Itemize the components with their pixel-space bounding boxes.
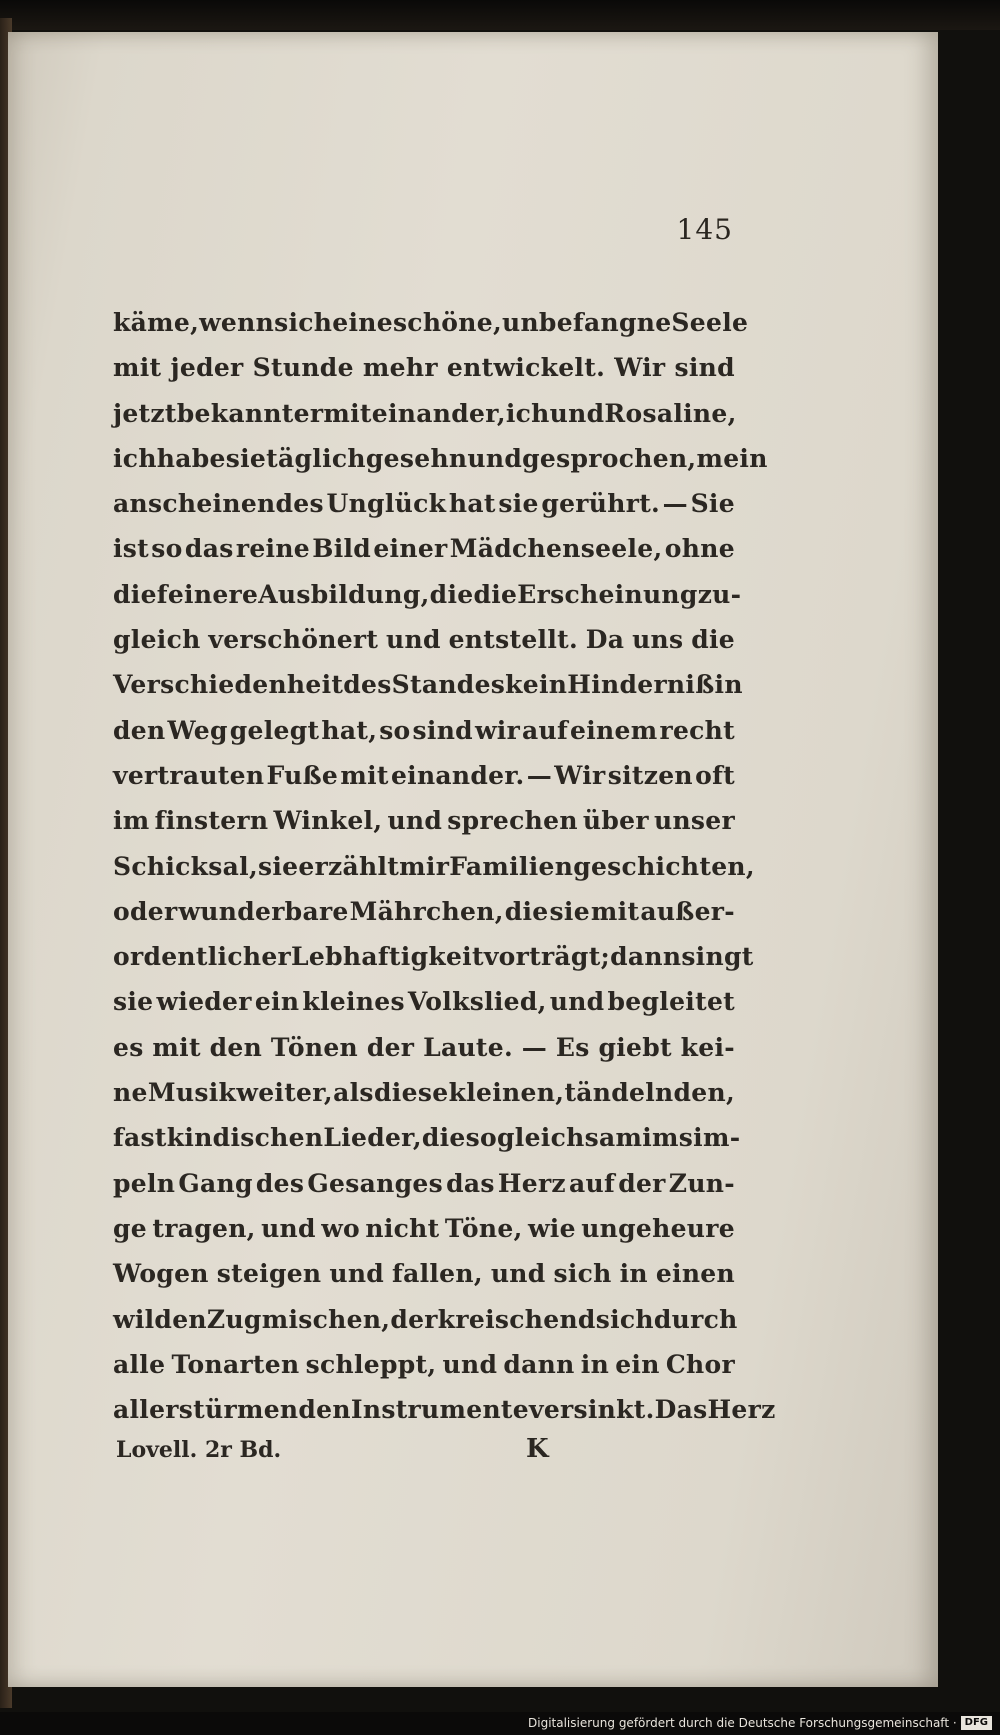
word: Wir <box>554 760 606 790</box>
word: recht <box>659 715 735 745</box>
word: Hinderniß <box>567 670 715 700</box>
word: fallen, <box>392 1259 483 1289</box>
word: Wir <box>614 353 666 383</box>
word: der <box>618 1168 666 1198</box>
word: sie <box>113 987 154 1017</box>
word: jetzt <box>113 398 177 428</box>
word: Laute. <box>423 1032 513 1062</box>
word: Mädchenseele, <box>449 534 663 564</box>
word: vertrauten <box>113 760 265 790</box>
word: Herz <box>497 1168 566 1198</box>
word: ne <box>113 1078 148 1108</box>
word: ungeheure <box>581 1213 735 1243</box>
word: es <box>113 1032 144 1062</box>
word: dann <box>503 1349 575 1379</box>
word: diese <box>374 1078 449 1108</box>
word: Erscheinung <box>517 579 698 609</box>
word: über <box>582 806 649 836</box>
text-line <box>113 798 735 843</box>
text-line <box>113 708 735 753</box>
word: ein <box>615 1349 660 1379</box>
text-line <box>113 934 754 979</box>
dfg-logo: DFG <box>961 1716 992 1730</box>
word: den <box>113 715 166 745</box>
word: einen <box>655 1259 735 1289</box>
word: kindischen <box>166 1123 324 1153</box>
word: zu- <box>697 579 742 609</box>
word: erzählt <box>298 851 400 881</box>
word: gelegt <box>229 715 320 745</box>
word: sim- <box>678 1123 741 1153</box>
word: Mährchen, <box>349 896 504 926</box>
text-line <box>113 1070 735 1115</box>
word: wenn <box>199 308 275 337</box>
word: des <box>343 670 392 700</box>
word: gesprochen, <box>522 443 697 473</box>
word: täglich <box>266 443 366 473</box>
word: kei- <box>680 1032 735 1062</box>
word: Rosaline, <box>604 398 737 428</box>
word: alle <box>113 1349 166 1379</box>
word: Schicksal, <box>113 851 258 881</box>
scan-top-border <box>0 0 1000 30</box>
word: gesehn <box>365 443 468 473</box>
word: giebt <box>598 1032 672 1062</box>
word: und <box>386 625 441 655</box>
word: wilden <box>113 1304 207 1334</box>
word: Instrumente <box>350 1395 529 1425</box>
text-line <box>113 1025 735 1070</box>
credit-text: Digitalisierung gefördert durch die Deutsche Forschungsgemeinschaft · <box>528 1716 957 1730</box>
word: jeder <box>170 353 244 383</box>
word: außer- <box>640 896 735 926</box>
word: und <box>549 987 605 1017</box>
word: sitzen <box>607 760 693 790</box>
word: ist <box>113 534 150 564</box>
word: Wogen <box>113 1259 209 1289</box>
word: im <box>113 806 150 836</box>
word: peln <box>113 1168 176 1198</box>
word: der <box>390 1304 438 1334</box>
word: Zun- <box>668 1168 735 1198</box>
word: Lieder, <box>323 1123 422 1153</box>
book-page <box>8 32 938 1687</box>
digitization-credit <box>528 1716 992 1730</box>
word: dann <box>610 942 682 972</box>
word: Töne, <box>444 1213 523 1243</box>
word: wunderbare <box>178 896 349 926</box>
word: des <box>255 1168 305 1198</box>
text-line <box>113 1206 735 1251</box>
word: sie <box>225 443 267 473</box>
word: nicht <box>365 1213 440 1243</box>
word: die <box>113 579 157 609</box>
word: hat, <box>321 715 378 745</box>
text-line <box>113 889 735 934</box>
word: einander. <box>390 760 525 790</box>
word: feinere <box>156 579 259 609</box>
word: finstern <box>154 806 269 836</box>
word: mehr <box>362 353 438 383</box>
word: im <box>642 1123 679 1153</box>
word: mir <box>399 851 450 881</box>
word: Tönen <box>270 1032 359 1062</box>
word: Das <box>654 1395 708 1425</box>
word: Weg <box>167 715 228 745</box>
word: anscheinendes <box>113 489 324 519</box>
word: so <box>465 1123 497 1153</box>
word: Herz <box>707 1395 776 1425</box>
word: fast <box>113 1123 167 1153</box>
word: — <box>526 760 553 790</box>
text-line <box>113 1251 735 1296</box>
word: einander, <box>371 398 506 428</box>
word: mit <box>340 760 389 790</box>
word: begleitet <box>607 987 735 1017</box>
word: oder <box>113 896 178 926</box>
text-line <box>113 572 742 617</box>
word: die <box>473 579 518 609</box>
word: stürmenden <box>178 1395 351 1425</box>
word: vorträgt; <box>483 942 611 972</box>
word: Musik <box>147 1078 237 1108</box>
text-line <box>113 300 749 345</box>
text-line <box>113 1115 741 1160</box>
word: unbefangne <box>501 308 672 337</box>
word: und <box>329 1259 385 1289</box>
word: aller <box>113 1395 179 1425</box>
footer-signature-line: Lovell. 2r Bd. <box>116 1437 282 1463</box>
word: das <box>446 1168 495 1198</box>
word: Standes <box>391 670 506 700</box>
word: Zug <box>206 1304 262 1334</box>
word: kreischend <box>437 1304 596 1334</box>
word: verschönert <box>208 625 379 655</box>
word: Unglück <box>326 489 447 519</box>
word: Volkslied, <box>407 987 547 1017</box>
word: ein <box>254 987 300 1017</box>
text-line <box>113 391 735 436</box>
word: sprechen <box>447 806 578 836</box>
word: in <box>714 670 743 700</box>
word: bekannter <box>176 398 324 428</box>
word: Verschiedenheit <box>113 670 344 700</box>
word: Tonarten <box>171 1349 300 1379</box>
word: — <box>662 489 688 519</box>
word: — <box>521 1032 548 1062</box>
word: und <box>387 806 443 836</box>
word: Lebhaftigkeit <box>291 942 484 972</box>
text-line <box>113 481 735 526</box>
text-line <box>113 1161 735 1206</box>
word: sie <box>257 851 299 881</box>
word: die <box>429 579 474 609</box>
word: mit <box>152 1032 201 1062</box>
word: Chor <box>665 1349 735 1379</box>
word: sind <box>674 353 735 383</box>
word: Es <box>555 1032 590 1062</box>
text-line <box>113 345 735 390</box>
word: uns <box>632 625 684 655</box>
word: Sie <box>690 489 735 519</box>
word: ordentlicher <box>113 942 292 972</box>
word: Stunde <box>252 353 354 383</box>
word: hat <box>448 489 496 519</box>
word: sich <box>595 1304 654 1334</box>
word: Ausbildung, <box>258 579 430 609</box>
word: wo <box>321 1213 360 1243</box>
word: sich <box>553 1259 612 1289</box>
word: steigen <box>216 1259 322 1289</box>
word: gerührt. <box>541 489 661 519</box>
word: ich <box>505 398 550 428</box>
word: Gesanges <box>307 1168 443 1198</box>
word: wieder <box>156 987 252 1017</box>
word: in <box>619 1259 648 1289</box>
word: eine <box>332 308 393 337</box>
text-line <box>113 979 735 1024</box>
word: der <box>366 1032 415 1062</box>
word: kleines <box>302 987 405 1017</box>
word: sie <box>498 489 539 519</box>
word: versinkt. <box>529 1395 655 1425</box>
word: Gang <box>178 1168 253 1198</box>
word: Fuße <box>266 760 339 790</box>
word: wir <box>474 715 521 745</box>
text-line <box>113 1297 738 1342</box>
text-line <box>113 436 768 481</box>
word: reine <box>235 534 310 564</box>
word: und <box>490 1259 546 1289</box>
word: schleppt, <box>305 1349 437 1379</box>
word: tragen, <box>152 1213 256 1243</box>
word: das <box>184 534 234 564</box>
word: mein <box>696 443 768 473</box>
page-number: 145 <box>676 213 733 246</box>
text-line <box>113 753 735 798</box>
word: gleich <box>113 625 201 655</box>
word: entstellt. <box>448 625 578 655</box>
word: sich <box>274 308 333 337</box>
text-line <box>113 617 735 662</box>
word: die <box>421 1123 466 1153</box>
word: mit <box>113 353 162 383</box>
sheet-signature-mark: K <box>526 1434 549 1464</box>
text-line <box>113 1342 735 1387</box>
word: ge <box>113 1213 147 1243</box>
word: Winkel, <box>273 806 383 836</box>
word: mit <box>323 398 372 428</box>
word: ohne <box>664 534 735 564</box>
word: auf <box>569 1168 616 1198</box>
word: Bild <box>312 534 372 564</box>
word: so <box>379 715 411 745</box>
text-line <box>113 662 743 707</box>
word: sind <box>412 715 473 745</box>
word: oft <box>695 760 735 790</box>
word: und <box>261 1213 316 1243</box>
word: den <box>209 1032 263 1062</box>
word: käme, <box>113 308 200 337</box>
text-line <box>113 1387 776 1432</box>
word: in <box>580 1349 610 1379</box>
word: schöne, <box>392 308 502 337</box>
word: unser <box>653 806 735 836</box>
word: ich <box>113 443 157 473</box>
word: gleichsam <box>497 1123 643 1153</box>
word: und <box>467 443 523 473</box>
word: als <box>333 1078 374 1108</box>
word: die <box>504 896 549 926</box>
word: entwickelt. <box>446 353 606 383</box>
word: mischen, <box>261 1304 391 1334</box>
word: weiter, <box>236 1078 333 1108</box>
word: auf <box>522 715 569 745</box>
word: wie <box>527 1213 576 1243</box>
word: sie <box>549 896 590 926</box>
word: Seele <box>671 308 749 337</box>
word: und <box>442 1349 498 1379</box>
word: Da <box>585 625 625 655</box>
word: kleinen, <box>448 1078 565 1108</box>
text-line <box>113 844 755 889</box>
word: und <box>549 398 605 428</box>
word: singt <box>681 942 754 972</box>
word: durch <box>653 1304 738 1334</box>
word: einem <box>570 715 658 745</box>
word: die <box>691 625 735 655</box>
word: tändelnden, <box>564 1078 735 1108</box>
word: kein <box>505 670 568 700</box>
text-line <box>113 526 735 571</box>
word: so <box>151 534 183 564</box>
word: einer <box>373 534 448 564</box>
word: Familiengeschichten, <box>449 851 755 881</box>
word: habe <box>156 443 226 473</box>
body-text <box>113 300 776 1432</box>
word: mit <box>590 896 640 926</box>
